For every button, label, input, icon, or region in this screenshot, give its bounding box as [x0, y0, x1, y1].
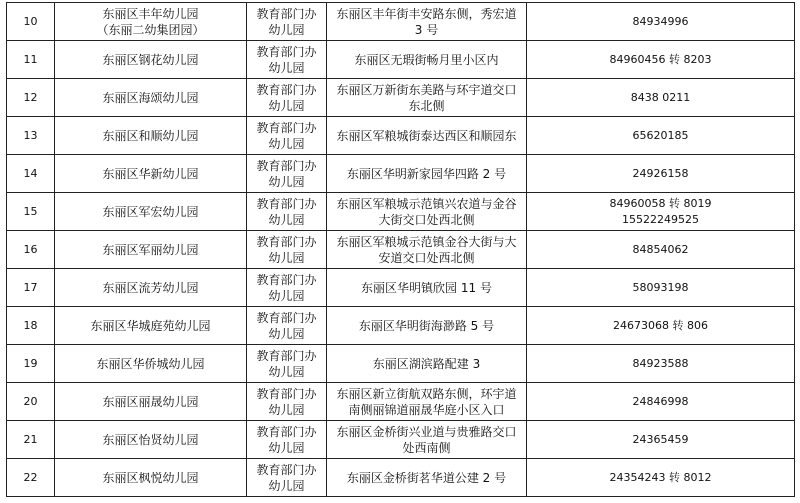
- address-cell: [327, 269, 527, 307]
- kindergarten-name-cell: [55, 3, 247, 41]
- school-type-line: 幼儿园: [268, 326, 305, 341]
- kindergarten-name-line: 东丽区军宏幼儿园: [102, 204, 199, 219]
- phone-line: 24673068 转 806: [613, 318, 708, 332]
- phone-line: 15522249525: [622, 212, 699, 226]
- kindergarten-name-cell: [55, 459, 247, 497]
- phone-line: 84854062: [632, 242, 689, 256]
- address-line: 东丽区军粮城示范镇金谷大街与大: [336, 234, 517, 249]
- phone-cell: [527, 3, 795, 41]
- school-type-line: 幼儿园: [268, 250, 305, 265]
- row-number-cell: 21: [7, 421, 55, 459]
- phone-cell: [527, 117, 795, 155]
- kindergarten-name-line: 东丽区枫悦幼儿园: [102, 470, 199, 485]
- phone-cell: [527, 79, 795, 117]
- school-type-line: 幼儿园: [268, 440, 305, 455]
- kindergarten-name-cell: [55, 155, 247, 193]
- phone-line: 24354243 转 8012: [609, 470, 712, 484]
- phone-line: 84934996: [632, 14, 689, 28]
- phone-line: 65620185: [632, 128, 689, 142]
- school-type-line: 幼儿园: [268, 212, 305, 227]
- address-line: 安道交口处西北侧: [378, 250, 475, 265]
- kindergarten-name-line: 东丽区流芳幼儿园: [102, 280, 199, 295]
- school-type-cell: [247, 459, 327, 497]
- school-type-cell: [247, 155, 327, 193]
- school-type-cell: [247, 41, 327, 79]
- address-line: 3 号: [414, 22, 439, 37]
- address-cell: [327, 3, 527, 41]
- phone-cell: [527, 193, 795, 231]
- school-type-line: 教育部门办: [256, 272, 317, 287]
- school-type-cell: [247, 307, 327, 345]
- school-type-cell: [247, 117, 327, 155]
- school-type-cell: [247, 383, 327, 421]
- address-line: 东丽区无瑕街畅月里小区内: [354, 52, 499, 67]
- school-type-line: 幼儿园: [268, 98, 305, 113]
- phone-line: 84923588: [632, 356, 689, 370]
- kindergarten-name-cell: [55, 117, 247, 155]
- kindergarten-name-cell: [55, 307, 247, 345]
- table-row: [7, 193, 795, 231]
- address-cell: [327, 117, 527, 155]
- school-type-cell: [247, 231, 327, 269]
- kindergarten-name-line: 东丽区华城庭苑幼儿园: [90, 318, 211, 333]
- kindergarten-name-cell: [55, 269, 247, 307]
- phone-line: 8438 0211: [630, 90, 691, 104]
- address-line: 东丽区军粮城示范镇兴农道与金谷: [336, 196, 517, 211]
- school-type-line: 教育部门办: [256, 120, 317, 135]
- school-type-line: 幼儿园: [268, 402, 305, 417]
- phone-cell: [527, 459, 795, 497]
- kindergarten-name-cell: [55, 383, 247, 421]
- address-cell: [327, 41, 527, 79]
- kindergarten-name-line: 东丽区军丽幼儿园: [102, 242, 199, 257]
- table-row: [7, 117, 795, 155]
- phone-cell: [527, 231, 795, 269]
- school-type-cell: [247, 269, 327, 307]
- phone-cell: [527, 269, 795, 307]
- address-cell: [327, 421, 527, 459]
- phone-line: 24926158: [632, 166, 689, 180]
- row-number-cell: 12: [7, 79, 55, 117]
- phone-cell: [527, 345, 795, 383]
- phone-cell: [527, 307, 795, 345]
- school-type-line: 教育部门办: [256, 82, 317, 97]
- school-type-line: 教育部门办: [256, 6, 317, 21]
- phone-cell: [527, 383, 795, 421]
- phone-line: 24365459: [632, 432, 689, 446]
- school-type-line: 幼儿园: [268, 288, 305, 303]
- kindergarten-name-line: 东丽区海颂幼儿园: [102, 90, 199, 105]
- address-line: 东丽区金桥街茗华道公建 2 号: [346, 470, 507, 485]
- address-cell: [327, 79, 527, 117]
- school-type-cell: [247, 3, 327, 41]
- table-row: [7, 155, 795, 193]
- address-cell: [327, 193, 527, 231]
- row-number-cell: 22: [7, 459, 55, 497]
- kindergarten-name-cell: [55, 193, 247, 231]
- phone-cell: [527, 421, 795, 459]
- kindergarten-name-cell: [55, 345, 247, 383]
- phone-line: 84960058 转 8019: [609, 196, 712, 210]
- school-type-line: 教育部门办: [256, 44, 317, 59]
- address-cell: [327, 155, 527, 193]
- school-type-line: 教育部门办: [256, 310, 317, 325]
- row-number-cell: 17: [7, 269, 55, 307]
- school-type-line: 幼儿园: [268, 60, 305, 75]
- table-row: [7, 307, 795, 345]
- kindergarten-name-cell: [55, 421, 247, 459]
- school-type-line: 教育部门办: [256, 462, 317, 477]
- table-row: [7, 269, 795, 307]
- phone-cell: [527, 41, 795, 79]
- kindergarten-name-line: （东丽二幼集团园）: [96, 22, 205, 37]
- school-type-line: 教育部门办: [256, 196, 317, 211]
- address-cell: [327, 459, 527, 497]
- school-type-cell: [247, 193, 327, 231]
- school-type-cell: [247, 79, 327, 117]
- school-type-line: 幼儿园: [268, 136, 305, 151]
- address-cell: [327, 345, 527, 383]
- address-line: 南侧丽锦道丽晟华庭小区入口: [348, 402, 505, 417]
- table-row: [7, 3, 795, 41]
- address-line: 东丽区万新街东美路与环宇道交口: [336, 82, 517, 97]
- kindergarten-table: [6, 2, 795, 497]
- table-row: [7, 79, 795, 117]
- address-line: 处西南侧: [402, 440, 451, 455]
- address-line: 东丽区新立街航双路东侧，环宇道: [336, 386, 517, 401]
- school-type-line: 幼儿园: [268, 478, 305, 493]
- phone-line: 84960456 转 8203: [609, 52, 712, 66]
- row-number-cell: 10: [7, 3, 55, 41]
- row-number-cell: 13: [7, 117, 55, 155]
- address-line: 东丽区湖滨路配建 3: [372, 356, 481, 371]
- kindergarten-name-line: 东丽区丰年幼儿园: [102, 6, 199, 21]
- phone-line: 24846998: [632, 394, 689, 408]
- address-cell: [327, 231, 527, 269]
- phone-cell: [527, 155, 795, 193]
- kindergarten-name-line: 东丽区钢花幼儿园: [102, 52, 199, 67]
- kindergarten-name-line: 东丽区怡贤幼儿园: [102, 432, 199, 447]
- school-type-cell: [247, 421, 327, 459]
- row-number-cell: 14: [7, 155, 55, 193]
- address-cell: [327, 383, 527, 421]
- address-line: 东丽区华明镇欣园 11 号: [361, 280, 492, 295]
- school-type-line: 教育部门办: [256, 424, 317, 439]
- school-type-line: 幼儿园: [268, 22, 305, 37]
- address-line: 东丽区金桥街兴业道与贵雅路交口: [336, 424, 517, 439]
- phone-line: 58093198: [632, 280, 689, 294]
- kindergarten-name-line: 东丽区华新幼儿园: [102, 166, 199, 181]
- kindergarten-name-line: 东丽区华侨城幼儿园: [96, 356, 205, 371]
- row-number-cell: 18: [7, 307, 55, 345]
- row-number-cell: 20: [7, 383, 55, 421]
- kindergarten-name-cell: [55, 41, 247, 79]
- table-row: [7, 383, 795, 421]
- row-number-cell: 15: [7, 193, 55, 231]
- kindergarten-name-cell: [55, 231, 247, 269]
- kindergarten-name-cell: [55, 79, 247, 117]
- table-row: [7, 231, 795, 269]
- address-line: 大街交口处西北侧: [378, 212, 475, 227]
- table-row: [7, 345, 795, 383]
- address-line: 东丽区华明街海渺路 5 号: [358, 318, 495, 333]
- school-type-cell: [247, 345, 327, 383]
- address-cell: [327, 307, 527, 345]
- school-type-line: 教育部门办: [256, 386, 317, 401]
- school-type-line: 幼儿园: [268, 174, 305, 189]
- row-number-cell: 19: [7, 345, 55, 383]
- kindergarten-name-line: 东丽区丽晟幼儿园: [102, 394, 199, 409]
- table-row: [7, 41, 795, 79]
- school-type-line: 教育部门办: [256, 234, 317, 249]
- address-line: 东北侧: [408, 98, 445, 113]
- address-line: 东丽区军粮城街泰达西区和顺园东: [336, 128, 517, 143]
- table-row: [7, 421, 795, 459]
- kindergarten-name-line: 东丽区和顺幼儿园: [102, 128, 199, 143]
- row-number-cell: 16: [7, 231, 55, 269]
- row-number-cell: 11: [7, 41, 55, 79]
- table-body: [7, 3, 795, 497]
- address-line: 东丽区华明新家园华四路 2 号: [346, 166, 507, 181]
- address-line: 东丽区丰年街丰安路东侧，秀宏道: [336, 6, 517, 21]
- school-type-line: 幼儿园: [268, 364, 305, 379]
- school-type-line: 教育部门办: [256, 348, 317, 363]
- school-type-line: 教育部门办: [256, 158, 317, 173]
- table-row: [7, 459, 795, 497]
